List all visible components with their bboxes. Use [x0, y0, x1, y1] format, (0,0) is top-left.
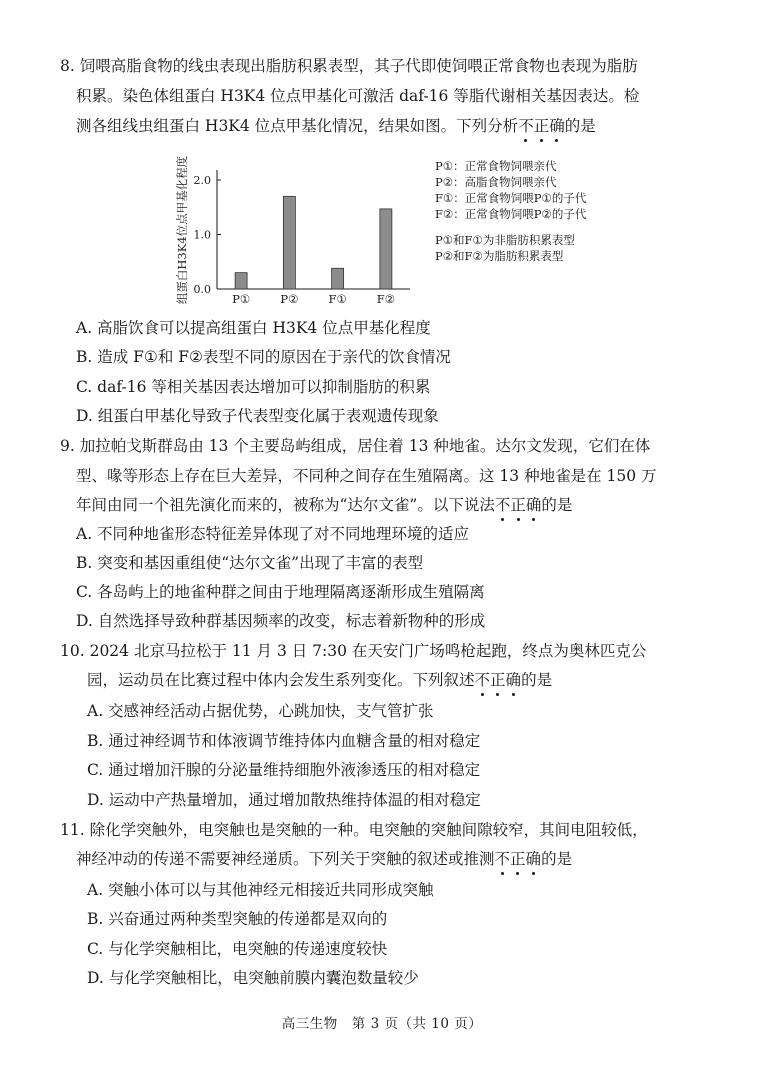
- q8-stem-line-3: [76, 116, 596, 136]
- legend-entry: F①：正常食物饲喂P①的子代: [435, 191, 587, 205]
- q10-option-d[interactable]: D. 运动中产热量增加，通过增加散热维持体温的相对稳定: [87, 791, 481, 809]
- emphasis-char: 正: [510, 850, 526, 868]
- emphasis-char: 不: [518, 117, 534, 135]
- q9-option-c[interactable]: C. 各岛屿上的地雀种群之间由于地理隔离逐渐形成生殖隔离: [76, 583, 485, 601]
- page-footer: 高三生物 第 3 页（共 10 页）: [281, 1016, 483, 1032]
- q11-option-c[interactable]: C. 与化学突触相比，电突触的传递速度较快: [87, 940, 388, 958]
- q10-stem-text: 园，运动员在比赛过程中体内会发生系列变化。下列叙述: [87, 671, 475, 689]
- q9-option-d[interactable]: D. 自然选择导致种群基因频率的改变，标志着新物种的形成: [76, 612, 486, 630]
- legend-entry: P①：正常食物饲喂亲代: [435, 159, 557, 173]
- emphasis-char: 正: [490, 671, 506, 689]
- emphasis-char: 正: [510, 496, 526, 514]
- bar: [380, 209, 392, 289]
- bar: [332, 268, 344, 289]
- q8-stem-line-2: 积累。染色体组蛋白 H3K4 位点甲基化可激活 daf-16 等脂代谢相关基因表达。检: [76, 87, 640, 105]
- q8-option-b[interactable]: B. 造成 F①和 F②表型不同的原因在于亲代的饮食情况: [76, 348, 451, 366]
- q11-option-b[interactable]: B. 兴奋通过两种类型突触的传递都是双向的: [87, 910, 388, 928]
- emphasis-char: 不: [494, 850, 511, 868]
- q11-option-a[interactable]: A. 突触小体可以与其他神经元相接近共同形成突触: [87, 881, 434, 899]
- y-axis-label: 组蛋白H3K4位点甲基化程度: [175, 155, 189, 305]
- q10-option-b[interactable]: B. 通过神经调节和体液调节维持体内血糖含量的相对稳定: [87, 732, 481, 750]
- q10-stem-line-2: [87, 670, 552, 690]
- emphasis-char: 确: [525, 850, 542, 868]
- x-tick-label: F①: [328, 292, 347, 306]
- q11-stem-text: 的是: [541, 850, 573, 868]
- emphasis-char: 不: [474, 671, 491, 689]
- q8-option-d[interactable]: D. 组蛋白甲基化导致子代表型变化属于表观遗传现象: [76, 407, 439, 425]
- x-tick-label: F②: [376, 292, 396, 306]
- q10-stem-line-1: 10. 2024 北京马拉松于 11 月 3 日 7:30 在天安门广场鸣枪起跑，终点为奥林匹克公: [60, 642, 647, 660]
- x-tick-label: P②: [280, 292, 299, 306]
- q9-option-b[interactable]: B. 突变和基因重组使“达尔文雀”出现了丰富的表型: [76, 554, 424, 572]
- legend-entry: F②：正常食物饲喂P②的子代: [435, 207, 587, 221]
- y-tick-label: 2.0: [193, 174, 211, 187]
- emphasis-char: 正: [533, 117, 550, 135]
- q9-stem-line-1: 9. 加拉帕戈斯群岛由 13 个主要岛屿组成，居住着 13 种地雀。达尔文发现，它们在体: [60, 437, 651, 455]
- emphasis-char: 确: [505, 671, 522, 689]
- q8-option-a[interactable]: A. 高脂饮食可以提高组蛋白 H3K4 位点甲基化程度: [76, 319, 431, 337]
- q8-stem-text: 的是: [564, 117, 596, 135]
- bar-chart: [170, 140, 430, 310]
- y-tick-label: 0.0: [193, 283, 211, 296]
- emphasis-char: 不: [494, 496, 511, 514]
- q9-stem-text: 年间由同一个祖先演化而来的，被称为“达尔文雀”。以下说法: [76, 496, 495, 514]
- chart-legend: [435, 158, 586, 264]
- q8-stem-text: 测各组线虫组蛋白 H3K4 位点甲基化情况，结果如图。下列分析: [76, 117, 519, 135]
- bar: [235, 273, 247, 289]
- legend-entry: P②：高脂食物饲喂亲代: [435, 175, 557, 189]
- q11-option-d[interactable]: D. 与化学突触相比，电突触前膜内囊泡数量较少: [87, 969, 419, 987]
- q10-stem-text: 的是: [521, 671, 553, 689]
- q10-option-c[interactable]: C. 通过增加汗腺的分泌量维持细胞外液渗透压的相对稳定: [87, 761, 481, 779]
- q11-stem-line-2: [76, 849, 572, 869]
- emphasis-char: 确: [525, 496, 542, 514]
- q9-stem-line-3: [76, 495, 572, 515]
- q8-option-c[interactable]: C. daf-16 等相关基因表达增加可以抑制脂肪的积累: [76, 378, 431, 396]
- legend-note: P②和F②为脂肪积累表型: [435, 249, 564, 263]
- q8-stem-line-1: 8. 饲喂高脂食物的线虫表现出脂肪积累表型，其子代即使饲喂正常食物也表现为脂肪: [60, 57, 638, 75]
- q9-stem-line-2: 型、喙等形态上存在巨大差异，不同种之间存在生殖隔离。这 13 种地雀是在 150 万: [76, 467, 657, 485]
- q9-option-a[interactable]: A. 不同种地雀形态特征差异体现了对不同地理环境的适应: [76, 525, 470, 543]
- emphasis-char: 确: [549, 117, 565, 135]
- q10-option-a[interactable]: A. 交感神经活动占据优势，心跳加快，支气管扩张: [87, 702, 434, 720]
- q9-stem-text: 的是: [541, 496, 573, 514]
- legend-note: P①和F①为非脂肪积累表型: [435, 233, 575, 247]
- y-tick-label: 1.0: [193, 228, 211, 242]
- q11-stem-text: 神经冲动的传递不需要神经递质。下列关于突触的叙述或推测: [76, 850, 495, 868]
- bar: [283, 196, 295, 289]
- x-tick-label: P①: [232, 292, 251, 306]
- q11-stem-line-1: 11. 除化学突触外，电突触也是突触的一种。电突触的突触间隙较窄，其间电阻较低，: [60, 821, 648, 839]
